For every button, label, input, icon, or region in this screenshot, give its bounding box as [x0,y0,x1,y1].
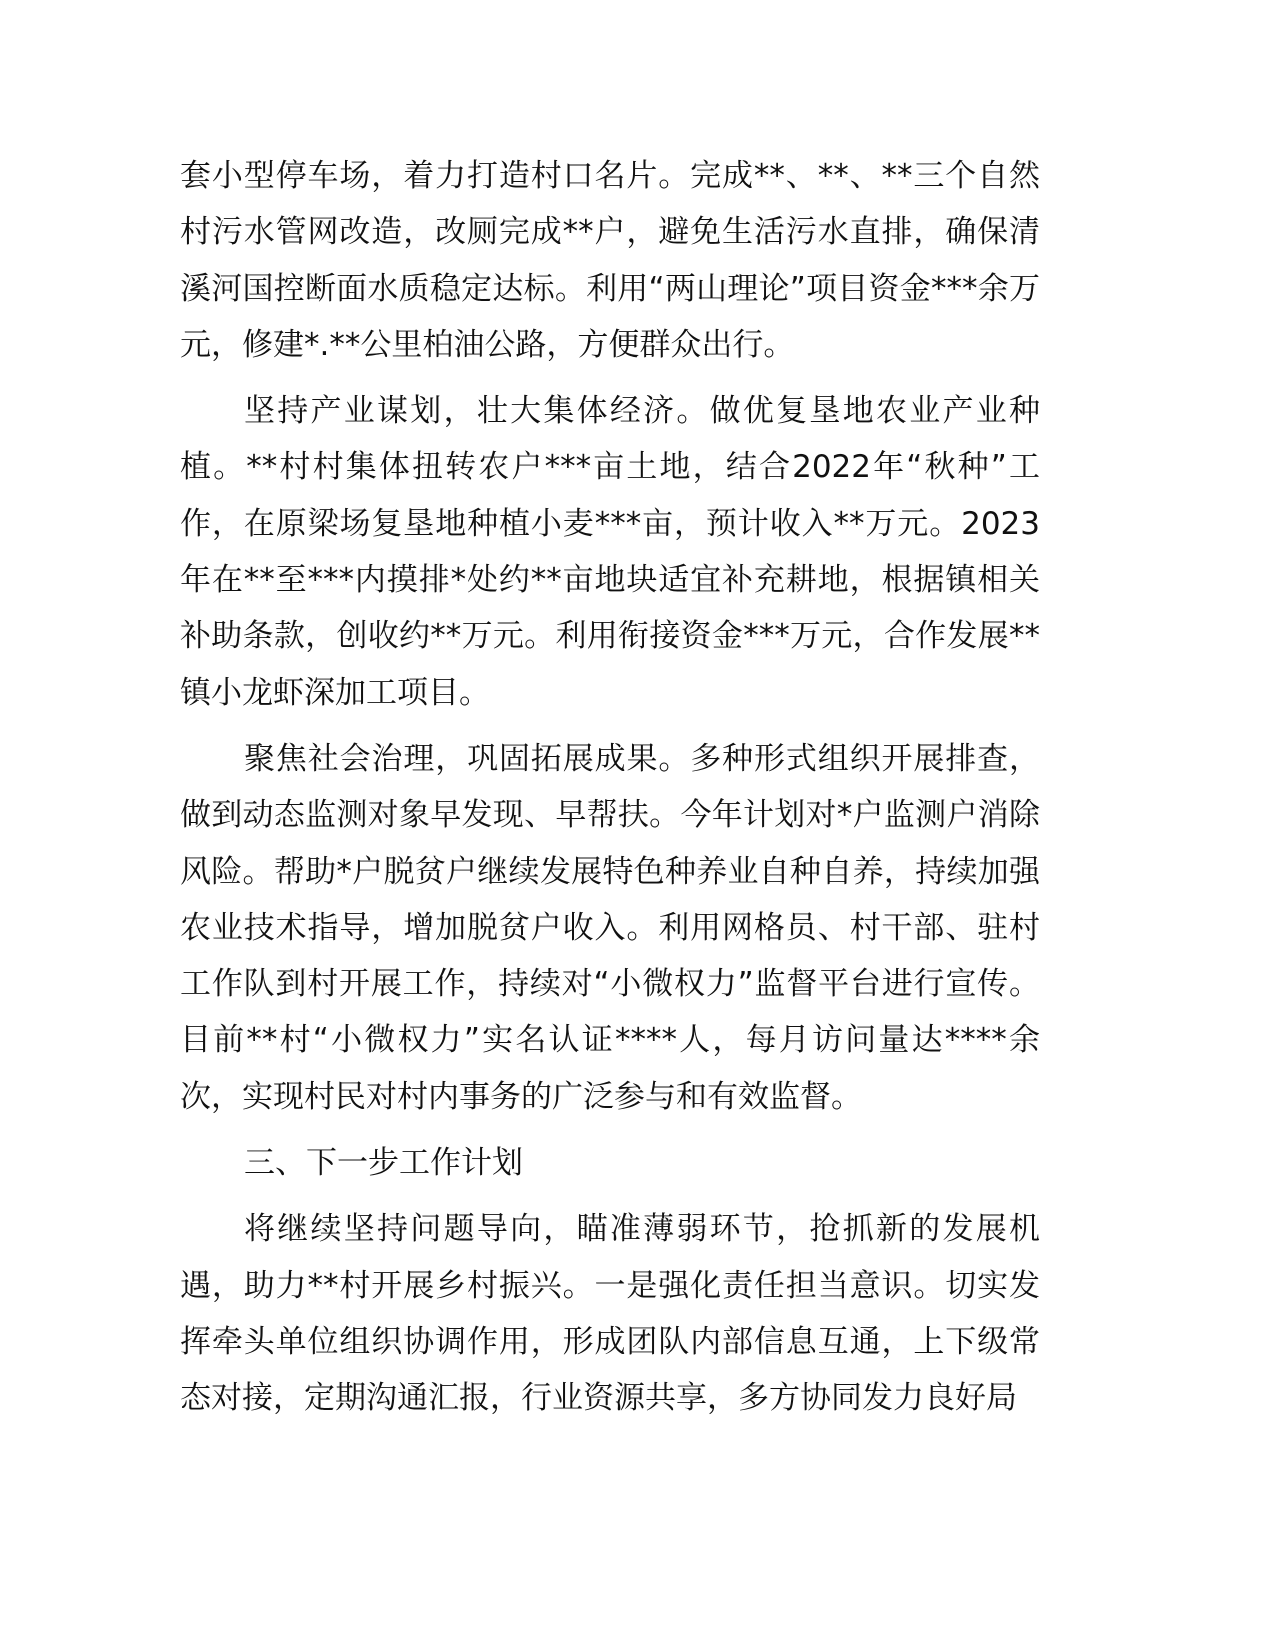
document-body [180,148,1040,1437]
section-heading-next-steps: 三、下一步工作计划 [244,1145,523,1182]
paragraph-continuation: 套小型停车场，着力打造村口名片。完成**、**、**三个自然村污水管网改造，改厕完成**户，避免生活污水直排，确保清溪河国控断面水质稳定达标。利用“两山理论”项目资金***余万元，修建*.**公里柏油公路，方便群众出行。 [180,158,1040,363]
paragraph-next-steps: 将继续坚持问题导向，瞄准薄弱环节，抢抓新的发展机遇，助力**村开展乡村振兴。一是强化责任担当意识。切实发挥牵头单位组织协调作用，形成团队内部信息互通，上下级常态对接，定期沟通汇报，行业资源共享，多方协同发力良好局 [180,1211,1040,1417]
paragraph-industry-planning: 坚持产业谋划，壮大集体经济。做优复垦地农业产业种植。**村村集体扭转农户***亩土地，结合2022年“秋种”工作，在原梁场复垦地种植小麦***亩，预计收入**万元。2023年在**至***内摸排*处约**亩地块适宜补充耕地，根据镇相关补助条款，创收约**万元。利用衔接资金***万元，合作发展**镇小龙虾深加工项目。 [180,393,1040,711]
paragraph-social-governance: 聚焦社会治理，巩固拓展成果。多种形式组织开展排查，做到动态监测对象早发现、早帮扶。今年计划对*户监测户消除风险。帮助*户脱贫户继续发展特色种养业自种自养，持续加强农业技术指导，增加脱贫户收入。利用网格员、村干部、驻村工作队到村开展工作，持续对“小微权力”监督平台进行宣传。目前**村“小微权力”实名认证****人，每月访问量达****余次，实现村民对村内事务的广泛参与和有效监督。 [180,740,1040,1115]
